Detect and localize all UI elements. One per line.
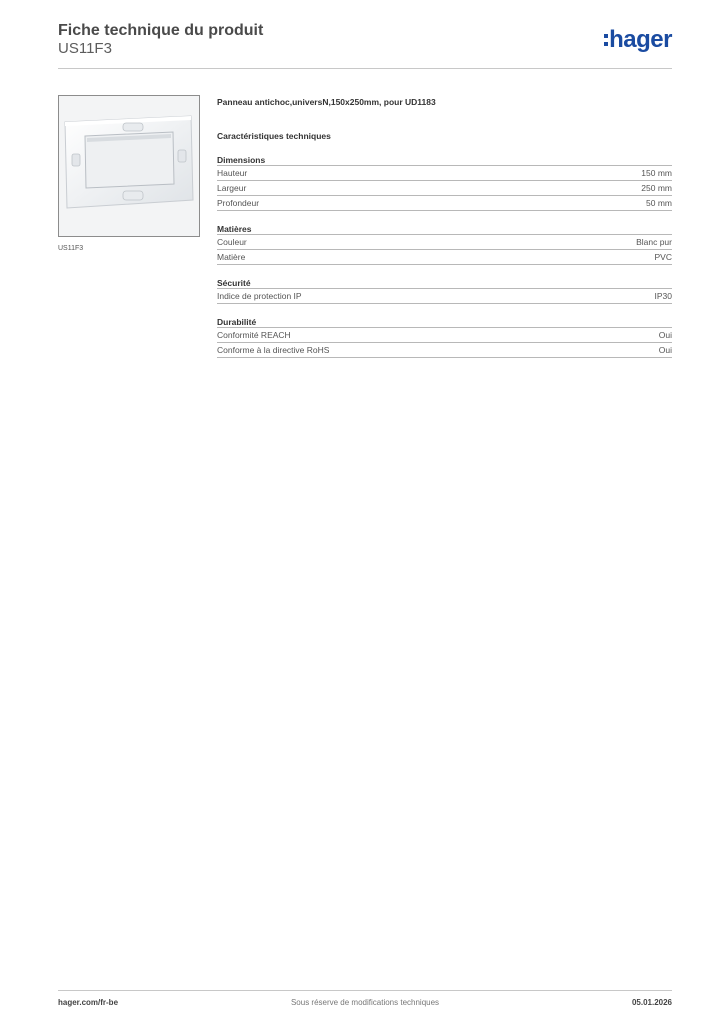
spec-value: Oui [658,345,672,355]
spec-row [217,181,672,196]
footer-website-link[interactable]: hager.com/fr-be [58,998,119,1007]
spec-row [217,250,672,265]
spec-value: IP30 [654,291,672,301]
product-description: Panneau antichoc,universN,150x250mm, pour UD1183 [217,97,436,107]
section-title: Sécurité [217,277,672,289]
spec-label: Couleur [217,237,247,247]
spec-row [217,166,672,181]
product-image [58,95,200,237]
spec-label: Hauteur [217,168,248,178]
footer-divider [58,990,672,991]
panel-illustration [59,96,199,236]
spec-row [217,196,672,211]
spec-value: 50 mm [646,198,672,208]
spec-label: Largeur [217,183,247,193]
spec-label: Indice de protection IP [217,291,302,301]
spec-row [217,289,672,304]
spec-row [217,235,672,250]
spec-row [217,343,672,358]
page-footer [58,998,672,1012]
technical-characteristics-title: Caractéristiques techniques [217,131,331,141]
spec-value: 250 mm [641,183,672,193]
spec-value: Blanc pur [636,237,672,247]
section-title: Durabilité [217,316,672,328]
spec-section-materials [217,223,672,265]
spec-section-dimensions [217,154,672,211]
spec-label: Conformité REACH [217,330,291,340]
footer-disclaimer: Sous réserve de modifications techniques [290,998,440,1007]
page-header [58,20,672,70]
section-title: Dimensions [217,154,672,166]
spec-section-security [217,277,672,304]
spec-row [217,328,672,343]
hager-logo [604,26,672,54]
spec-section-durability [217,316,672,358]
spec-value: Oui [658,330,672,340]
spec-value: PVC [654,252,672,262]
section-title: Matières [217,223,672,235]
footer-date: 05.01.2026 [631,998,672,1007]
document-title: Fiche technique du produit [58,22,264,39]
product-reference: US11F3 [58,40,112,57]
header-divider [58,68,672,69]
logo-text: hager [609,26,672,53]
spec-label: Matière [217,252,246,262]
image-caption: US11F3 [58,245,84,252]
spec-content [217,95,672,358]
spec-label: Profondeur [217,198,260,208]
spec-value: 150 mm [641,168,672,178]
spec-label: Conforme à la directive RoHS [217,345,330,355]
logo-colon-mark [604,34,608,46]
